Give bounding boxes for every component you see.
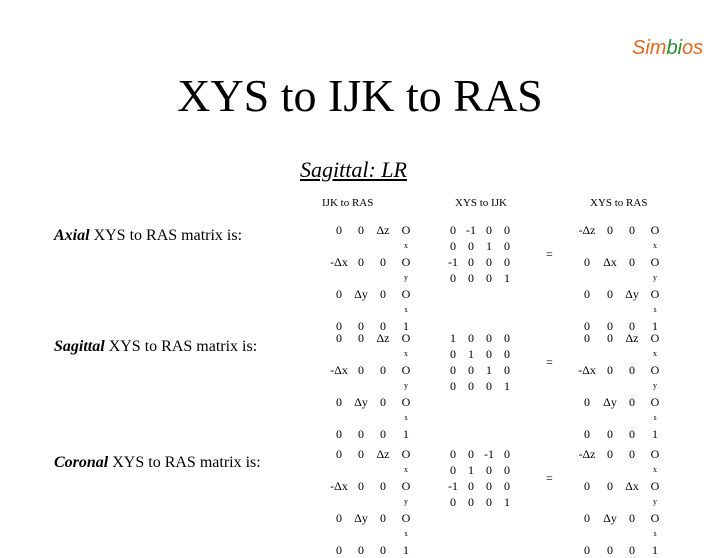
matrix-cell: O y: [401, 479, 411, 506]
xys-to-ijk-matrix: [444, 446, 516, 510]
matrix-cell: Δy: [354, 287, 368, 301]
row-label-text: XYS to RAS matrix is:: [104, 338, 258, 355]
matrix-cell: O x: [401, 447, 411, 474]
matrix-cell: 0: [380, 287, 386, 301]
matrix-cell: 0: [486, 255, 492, 269]
simbios-logo: Simbios: [632, 37, 704, 59]
ijk-to-ras-matrix: [328, 446, 418, 558]
matrix-cell: 1: [468, 463, 474, 477]
matrix-cell: -Δz: [578, 223, 596, 237]
matrix-cell: O x: [650, 331, 660, 358]
header-ijk-to-ras: IJK to RAS: [322, 197, 374, 209]
matrix-cell: 0: [629, 363, 635, 377]
matrix-cell: O x: [401, 331, 411, 358]
matrix-cell: -Δx: [330, 255, 348, 269]
matrix-cell: Δy: [354, 395, 368, 409]
matrix-cell: -Δx: [330, 363, 348, 377]
matrix-cell: 0: [629, 447, 635, 461]
row-label: [54, 337, 257, 357]
matrix-cell: 0: [468, 255, 474, 269]
matrix-cell: Δy: [625, 287, 639, 301]
matrix-cell: 0: [607, 447, 613, 461]
matrix-cell: Δx: [625, 479, 639, 493]
matrix-cell: 0: [468, 331, 474, 345]
matrix-cell: -1: [466, 223, 476, 237]
matrix-cell: 1: [450, 331, 456, 345]
matrix-cell: 0: [504, 223, 510, 237]
matrix-cell: O s: [401, 287, 411, 314]
matrix-cell: Δy: [603, 511, 617, 525]
matrix-cell: -1: [448, 479, 458, 493]
slide-subtitle: Sagittal: LR: [300, 157, 407, 182]
matrix-cell: 0: [504, 447, 510, 461]
xys-to-ijk-matrix: [444, 222, 516, 286]
matrix-cell: 0: [450, 347, 456, 361]
matrix-cell: 1: [468, 347, 474, 361]
matrix-cell: 0: [450, 363, 456, 377]
matrix-cell: 0: [584, 427, 590, 441]
matrix-cell: 1: [504, 495, 510, 509]
header-xys-to-ijk: XYS to IJK: [455, 197, 507, 209]
matrix-cell: 1: [652, 427, 658, 441]
xys-to-ras-matrix: [575, 222, 667, 334]
matrix-cell: 0: [607, 479, 613, 493]
matrix-cell: 0: [336, 319, 342, 333]
matrix-cell: 0: [380, 255, 386, 269]
matrix-cell: 0: [486, 463, 492, 477]
matrix-cell: 1: [652, 543, 658, 557]
xys-to-ras-matrix: [575, 330, 667, 442]
matrix-cell: 0: [336, 395, 342, 409]
equals-sign: =: [546, 471, 553, 485]
matrix-cell: Δz: [625, 331, 639, 345]
matrix-cell: 0: [468, 479, 474, 493]
xys-to-ijk-matrix: [444, 330, 516, 394]
matrix-cell: 0: [358, 447, 364, 461]
matrix-cell: 1: [403, 319, 409, 333]
matrix-cell: 0: [504, 255, 510, 269]
matrix-cell: 0: [450, 271, 456, 285]
row-label: [54, 226, 242, 246]
matrix-cell: 0: [450, 239, 456, 253]
matrix-cell: 0: [607, 223, 613, 237]
matrix-cell: 0: [629, 511, 635, 525]
matrix-cell: 0: [504, 239, 510, 253]
matrix-cell: 0: [486, 495, 492, 509]
matrix-cell: O x: [401, 223, 411, 250]
matrix-cell: 0: [584, 287, 590, 301]
matrix-cell: Δy: [603, 395, 617, 409]
matrix-cell: -Δx: [578, 363, 596, 377]
matrix-cell: O s: [401, 395, 411, 422]
matrix-cell: -Δx: [330, 479, 348, 493]
matrix-cell: 0: [584, 543, 590, 557]
equals-sign: =: [546, 247, 553, 261]
matrix-cell: 0: [380, 395, 386, 409]
matrix-cell: 0: [358, 331, 364, 345]
matrix-cell: 0: [486, 271, 492, 285]
matrix-cell: 0: [450, 463, 456, 477]
matrix-cell: 0: [450, 223, 456, 237]
matrix-cell: Δx: [603, 255, 617, 269]
matrix-cell: 0: [486, 331, 492, 345]
matrix-cell: 0: [336, 427, 342, 441]
matrix-cell: 0: [607, 427, 613, 441]
matrix-cell: 0: [607, 543, 613, 557]
matrix-cell: 0: [486, 379, 492, 393]
matrix-cell: 0: [504, 479, 510, 493]
matrix-cell: 0: [629, 223, 635, 237]
matrix-cell: 0: [358, 427, 364, 441]
matrix-cell: Δz: [376, 223, 390, 237]
matrix-cell: 0: [358, 255, 364, 269]
matrix-cell: 0: [629, 543, 635, 557]
matrix-cell: 0: [336, 511, 342, 525]
row-label: [54, 453, 261, 473]
matrix-cell: 1: [486, 239, 492, 253]
matrix-cell: 0: [504, 347, 510, 361]
matrix-cell: O y: [401, 255, 411, 282]
matrix-cell: 0: [486, 479, 492, 493]
matrix-cell: 0: [450, 495, 456, 509]
matrix-cell: 0: [584, 255, 590, 269]
matrix-cell: Δz: [376, 331, 390, 345]
row-label-text: XYS to RAS matrix is:: [89, 227, 243, 244]
header-xys-to-ras: XYS to RAS: [590, 197, 648, 209]
matrix-cell: 0: [584, 319, 590, 333]
matrix-cell: 0: [486, 223, 492, 237]
matrix-cell: 0: [607, 319, 613, 333]
matrix-cell: 0: [468, 379, 474, 393]
matrix-cell: 0: [629, 427, 635, 441]
matrix-cell: 0: [336, 331, 342, 345]
matrix-cell: 0: [584, 511, 590, 525]
matrix-cell: -Δz: [578, 447, 596, 461]
matrix-cell: 0: [504, 331, 510, 345]
row-label-orientation: Axial: [54, 227, 90, 244]
matrix-cell: 0: [336, 287, 342, 301]
ijk-to-ras-matrix: [328, 330, 418, 442]
row-label-orientation: Coronal: [54, 454, 109, 471]
matrix-cell: 1: [403, 427, 409, 441]
matrix-cell: 0: [468, 495, 474, 509]
slide-title: XYS to IJK to RAS: [177, 70, 543, 121]
matrix-cell: O x: [650, 223, 660, 250]
matrix-cell: O s: [650, 511, 660, 538]
matrix-cell: 0: [358, 319, 364, 333]
matrix-cell: 0: [504, 463, 510, 477]
matrix-cell: 0: [336, 543, 342, 557]
ijk-to-ras-matrix: [328, 222, 418, 334]
matrix-cell: 1: [403, 543, 409, 557]
matrix-cell: 0: [450, 447, 456, 461]
matrix-cell: O y: [650, 363, 660, 390]
matrix-cell: 0: [358, 479, 364, 493]
matrix-cell: 0: [380, 511, 386, 525]
xys-to-ras-matrix: [575, 446, 667, 558]
matrix-cell: Δz: [376, 447, 390, 461]
matrix-cell: 0: [468, 239, 474, 253]
matrix-cell: 0: [607, 287, 613, 301]
matrix-cell: 0: [629, 319, 635, 333]
matrix-cell: 0: [486, 347, 492, 361]
matrix-cell: 0: [380, 479, 386, 493]
matrix-cell: 0: [629, 255, 635, 269]
matrix-cell: 0: [358, 543, 364, 557]
matrix-cell: 0: [380, 319, 386, 333]
matrix-cell: 0: [380, 363, 386, 377]
equals-sign: =: [546, 355, 553, 369]
matrix-cell: O s: [401, 511, 411, 538]
matrix-cell: 0: [380, 543, 386, 557]
matrix-cell: 1: [652, 319, 658, 333]
matrix-cell: 0: [584, 479, 590, 493]
matrix-cell: -1: [448, 255, 458, 269]
matrix-cell: O y: [401, 363, 411, 390]
matrix-cell: 0: [584, 331, 590, 345]
matrix-cell: 0: [607, 331, 613, 345]
matrix-cell: 0: [336, 447, 342, 461]
row-label-orientation: Sagittal: [54, 338, 105, 355]
matrix-cell: 0: [504, 363, 510, 377]
matrix-cell: O y: [650, 479, 660, 506]
row-label-text: XYS to RAS matrix is:: [108, 454, 261, 471]
matrix-cell: 0: [358, 363, 364, 377]
matrix-cell: O s: [650, 287, 660, 314]
matrix-cell: Δy: [354, 511, 368, 525]
matrix-cell: 0: [584, 395, 590, 409]
matrix-cell: 0: [607, 363, 613, 377]
matrix-cell: O y: [650, 255, 660, 282]
matrix-cell: 0: [468, 363, 474, 377]
matrix-cell: O s: [650, 395, 660, 422]
matrix-cell: 0: [336, 223, 342, 237]
matrix-cell: 1: [486, 363, 492, 377]
matrix-cell: 0: [450, 379, 456, 393]
matrix-cell: 1: [504, 271, 510, 285]
matrix-cell: 0: [629, 395, 635, 409]
matrix-cell: -1: [484, 447, 494, 461]
matrix-cell: 0: [358, 223, 364, 237]
matrix-cell: 0: [468, 447, 474, 461]
matrix-cell: 0: [468, 271, 474, 285]
matrix-cell: 0: [380, 427, 386, 441]
matrix-cell: 1: [504, 379, 510, 393]
matrix-cell: O x: [650, 447, 660, 474]
